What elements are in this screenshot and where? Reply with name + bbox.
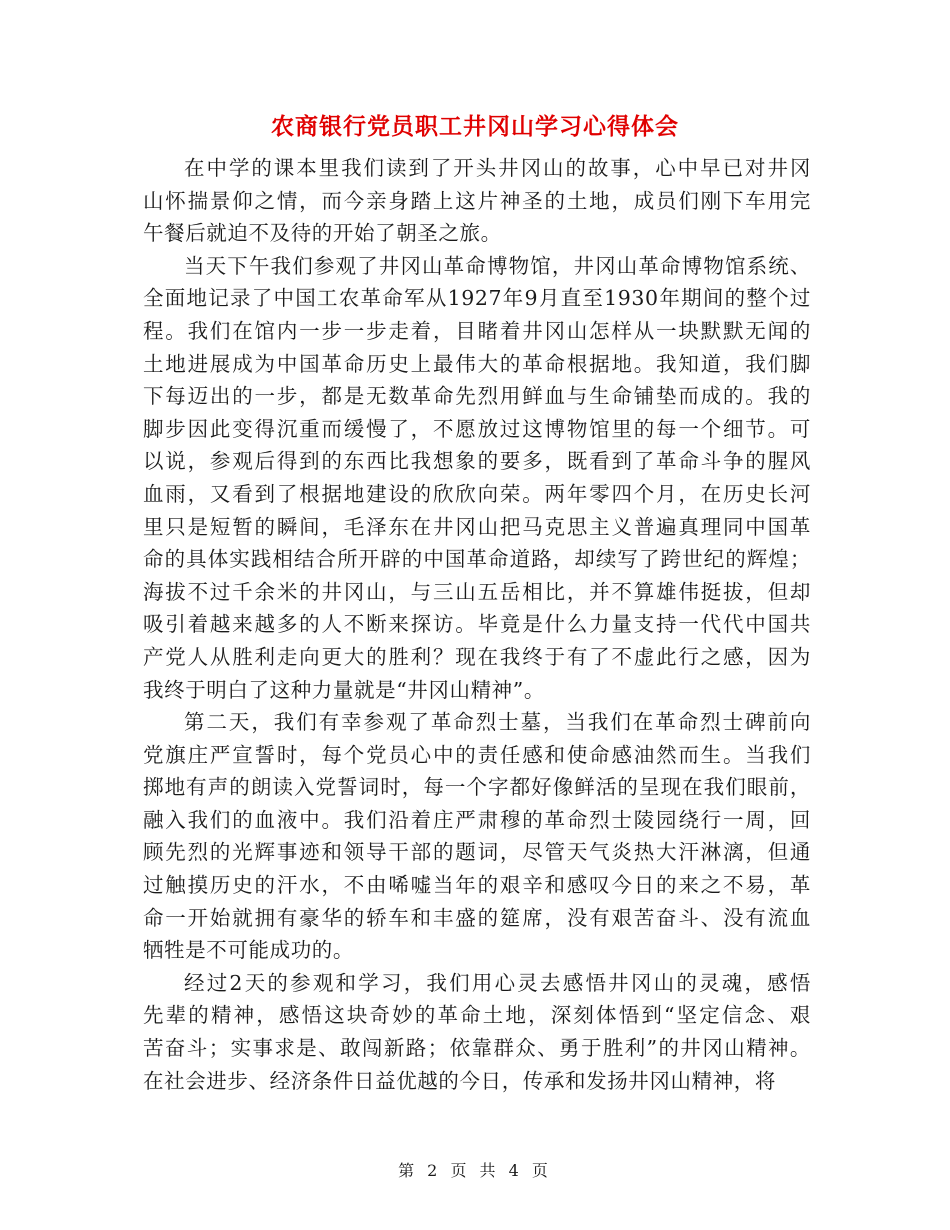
paragraph-line: 当天下午我们参观了井冈山革命博物馆，井冈山革命博物馆系统、: [184, 253, 811, 278]
paragraph-line: 牺牲是不可能成功的。: [143, 938, 354, 963]
paragraph-line: 过触摸历史的汗水，不由唏嘘当年的艰辛和感叹今日的来之不易，革: [143, 873, 811, 898]
paragraph-line: 吸引着越来越多的人不断来探访。毕竟是什么力量支持一代代中国共: [143, 612, 811, 637]
paragraph-line: 先辈的精神，感悟这块奇妙的革命土地，深刻体悟到“坚定信念、艰: [143, 1003, 811, 1028]
paragraph-line: 全面地记录了中国工农革命军从1927年9月直至1930年期间的整个过: [143, 286, 811, 311]
document-body: [143, 152, 811, 1097]
page-footer: 第 2 页 共 4 页: [398, 1161, 552, 1180]
paragraph-line: 命一开始就拥有豪华的轿车和丰盛的筵席，没有艰苦奋斗、没有流血: [143, 905, 811, 930]
paragraph-line: 掷地有声的朗读入党誓词时，每一个字都好像鲜活的呈现在我们眼前，: [143, 775, 811, 800]
paragraph-line: 我终于明白了这种力量就是“井冈山精神”。: [143, 677, 545, 702]
paragraph-line: 党旗庄严宣誓时，每个党员心中的责任感和使命感油然而生。当我们: [143, 742, 811, 767]
paragraph-line: 命的具体实践相结合所开辟的中国革命道路，却续写了跨世纪的辉煌；: [143, 547, 811, 572]
paragraph-line: 融入我们的血液中。我们沿着庄严肃穆的革命烈士陵园绕行一周，回: [143, 807, 811, 832]
body-paragraph: [143, 706, 811, 967]
paragraph-line: 山怀揣景仰之情，而今亲身踏上这片神圣的土地，成员们刚下车用完: [143, 188, 811, 213]
paragraph-line: 里只是短暂的瞬间，毛泽东在井冈山把马克思主义普遍真理同中国革: [143, 514, 811, 539]
paragraph-line: 以说，参观后得到的东西比我想象的要多，既看到了革命斗争的腥风: [143, 449, 811, 474]
paragraph-line: 在社会进步、经济条件日益优越的今日，传承和发扬井冈山精神，将: [143, 1068, 776, 1093]
paragraph-line: 第二天，我们有幸参观了革命烈士墓，当我们在革命烈士碑前向: [184, 710, 811, 735]
body-paragraph: [143, 152, 811, 250]
paragraph-line: 血雨，又看到了根据地建设的欣欣向荣。两年零四个月，在历史长河: [143, 481, 811, 506]
paragraph-line: 顾先烈的光辉事迹和领导干部的题词，尽管天气炎热大汗淋漓，但通: [143, 840, 811, 865]
paragraph-line: 土地进展成为中国革命历史上最伟大的革命根据地。我知道，我们脚: [143, 351, 811, 376]
paragraph-line: 脚步因此变得沉重而缓慢了，不愿放过这博物馆里的每一个细节。可: [143, 416, 811, 441]
paragraph-line: 午餐后就迫不及待的开始了朝圣之旅。: [143, 221, 502, 246]
paragraph-line: 程。我们在馆内一步一步走着，目睹着井冈山怎样从一块默默无闻的: [143, 318, 811, 343]
paragraph-line: 经过2天的参观和学习，我们用心灵去感悟井冈山的灵魂，感悟: [184, 970, 811, 995]
paragraph-line: 海拔不过千余米的井冈山，与三山五岳相比，并不算雄伟挺拔，但却: [143, 579, 811, 604]
paragraph-line: 下每迈出的一步，都是无数革命先烈用鲜血与生命铺垫而成的。我的: [143, 384, 811, 409]
body-paragraph: [143, 250, 811, 706]
paragraph-line: 在中学的课本里我们读到了开头井冈山的故事，心中早已对井冈: [184, 156, 811, 180]
paragraph-line: 苦奋斗；实事求是、敢闯新路；依靠群众、勇于胜利”的井冈山精神。: [143, 1036, 811, 1061]
body-paragraph: [143, 967, 811, 1097]
paragraph-line: 产党人从胜利走向更大的胜利？现在我终于有了不虚此行之感，因为: [143, 644, 811, 669]
document-title: 农商银行党员职工井冈山学习心得体会: [271, 113, 679, 140]
